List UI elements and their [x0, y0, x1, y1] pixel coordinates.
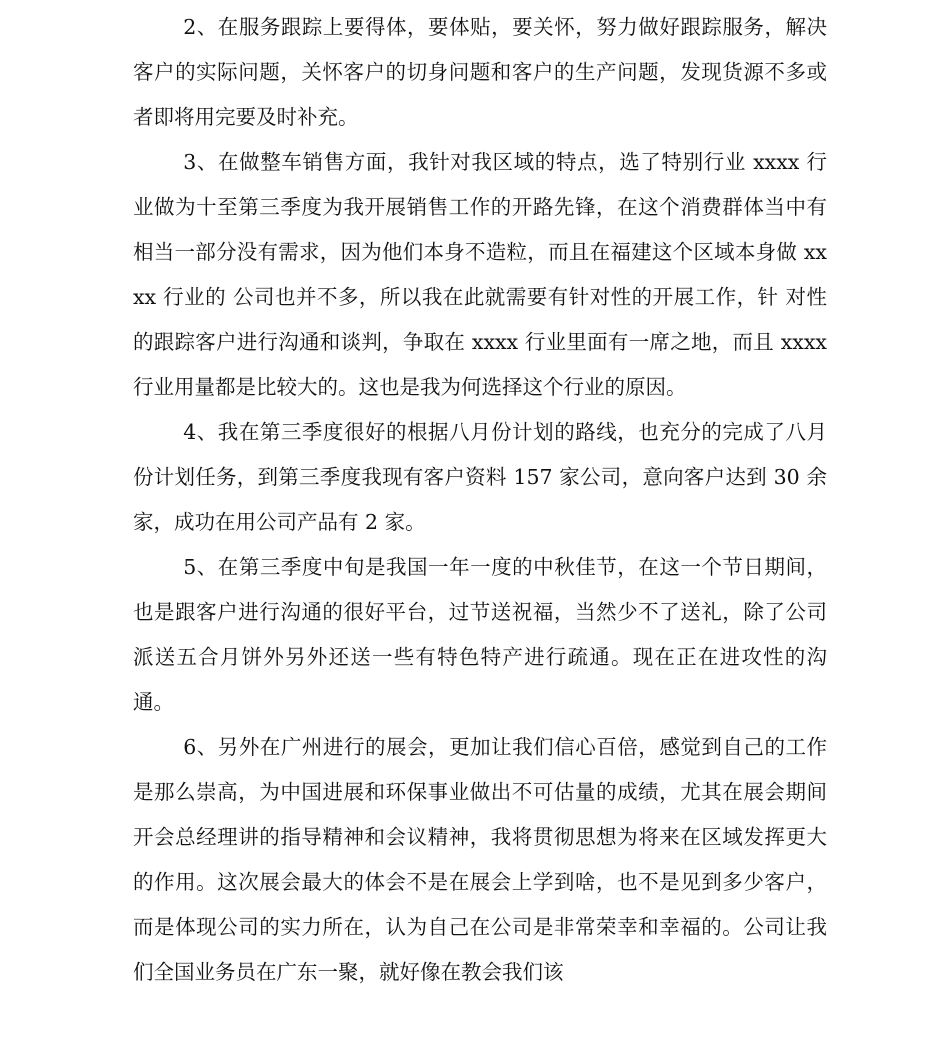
paragraph-5: 5、在第三季度中旬是我国一年一度的中秋佳节，在这一个节日期间，也是跟客户进行沟通的很好平台，过节送祝福，当然少不了送礼，除了公司派送五合月饼外另外还送一些有特色特产进行疏通。现在正在进攻性的沟通。 — [133, 555, 827, 714]
paragraph-3: 3、在做整车销售方面，我针对我区域的特点，选了特别行业 xxxx 行业做为十至第三季度为我开展销售工作的开路先锋，在这个消费群体当中有相当一部分没有需求，因为他们本身不造粒，而且在福建这个区域本身做 xxxx 行业的 公司也并不多，所以我在此就需要有针对性的开展工作，针 对性的跟踪客户进行沟通和谈判，争取在 xxxx 行业里面有一席之地，而且 xxxx 行业用量都是比较大的。这也是我为何选择这个行业的原因。 — [133, 150, 827, 399]
paragraph-6: 6、另外在广州进行的展会，更加让我们信心百倍，感觉到自己的工作是那么崇高，为中国进展和环保事业做出不可估量的成绩，尤其在展会期间开会总经理讲的指导精神和会议精神，我将贯彻思想为将来在区域发挥更大的作用。这次展会最大的体会不是在展会上学到啥，也不是见到多少客户，而是体现公司的实力所在，认为自己在公司是非常荣幸和幸福的。公司让我们全国业务员在广东一聚，就好像在教会我们该 — [133, 735, 827, 984]
document-body — [133, 5, 827, 995]
paragraph-4: 4、我在第三季度很好的根据八月份计划的路线，也充分的完成了八月份计划任务，到第三季度我现有客户资料 157 家公司，意向客户达到 30 余家，成功在用公司产品有 2 家。 — [133, 420, 827, 534]
paragraph-2: 2、在服务跟踪上要得体，要体贴，要关怀，努力做好跟踪服务，解决客户的实际问题，关怀客户的切身问题和客户的生产问题，发现货源不多或者即将用完要及时补充。 — [133, 15, 827, 129]
